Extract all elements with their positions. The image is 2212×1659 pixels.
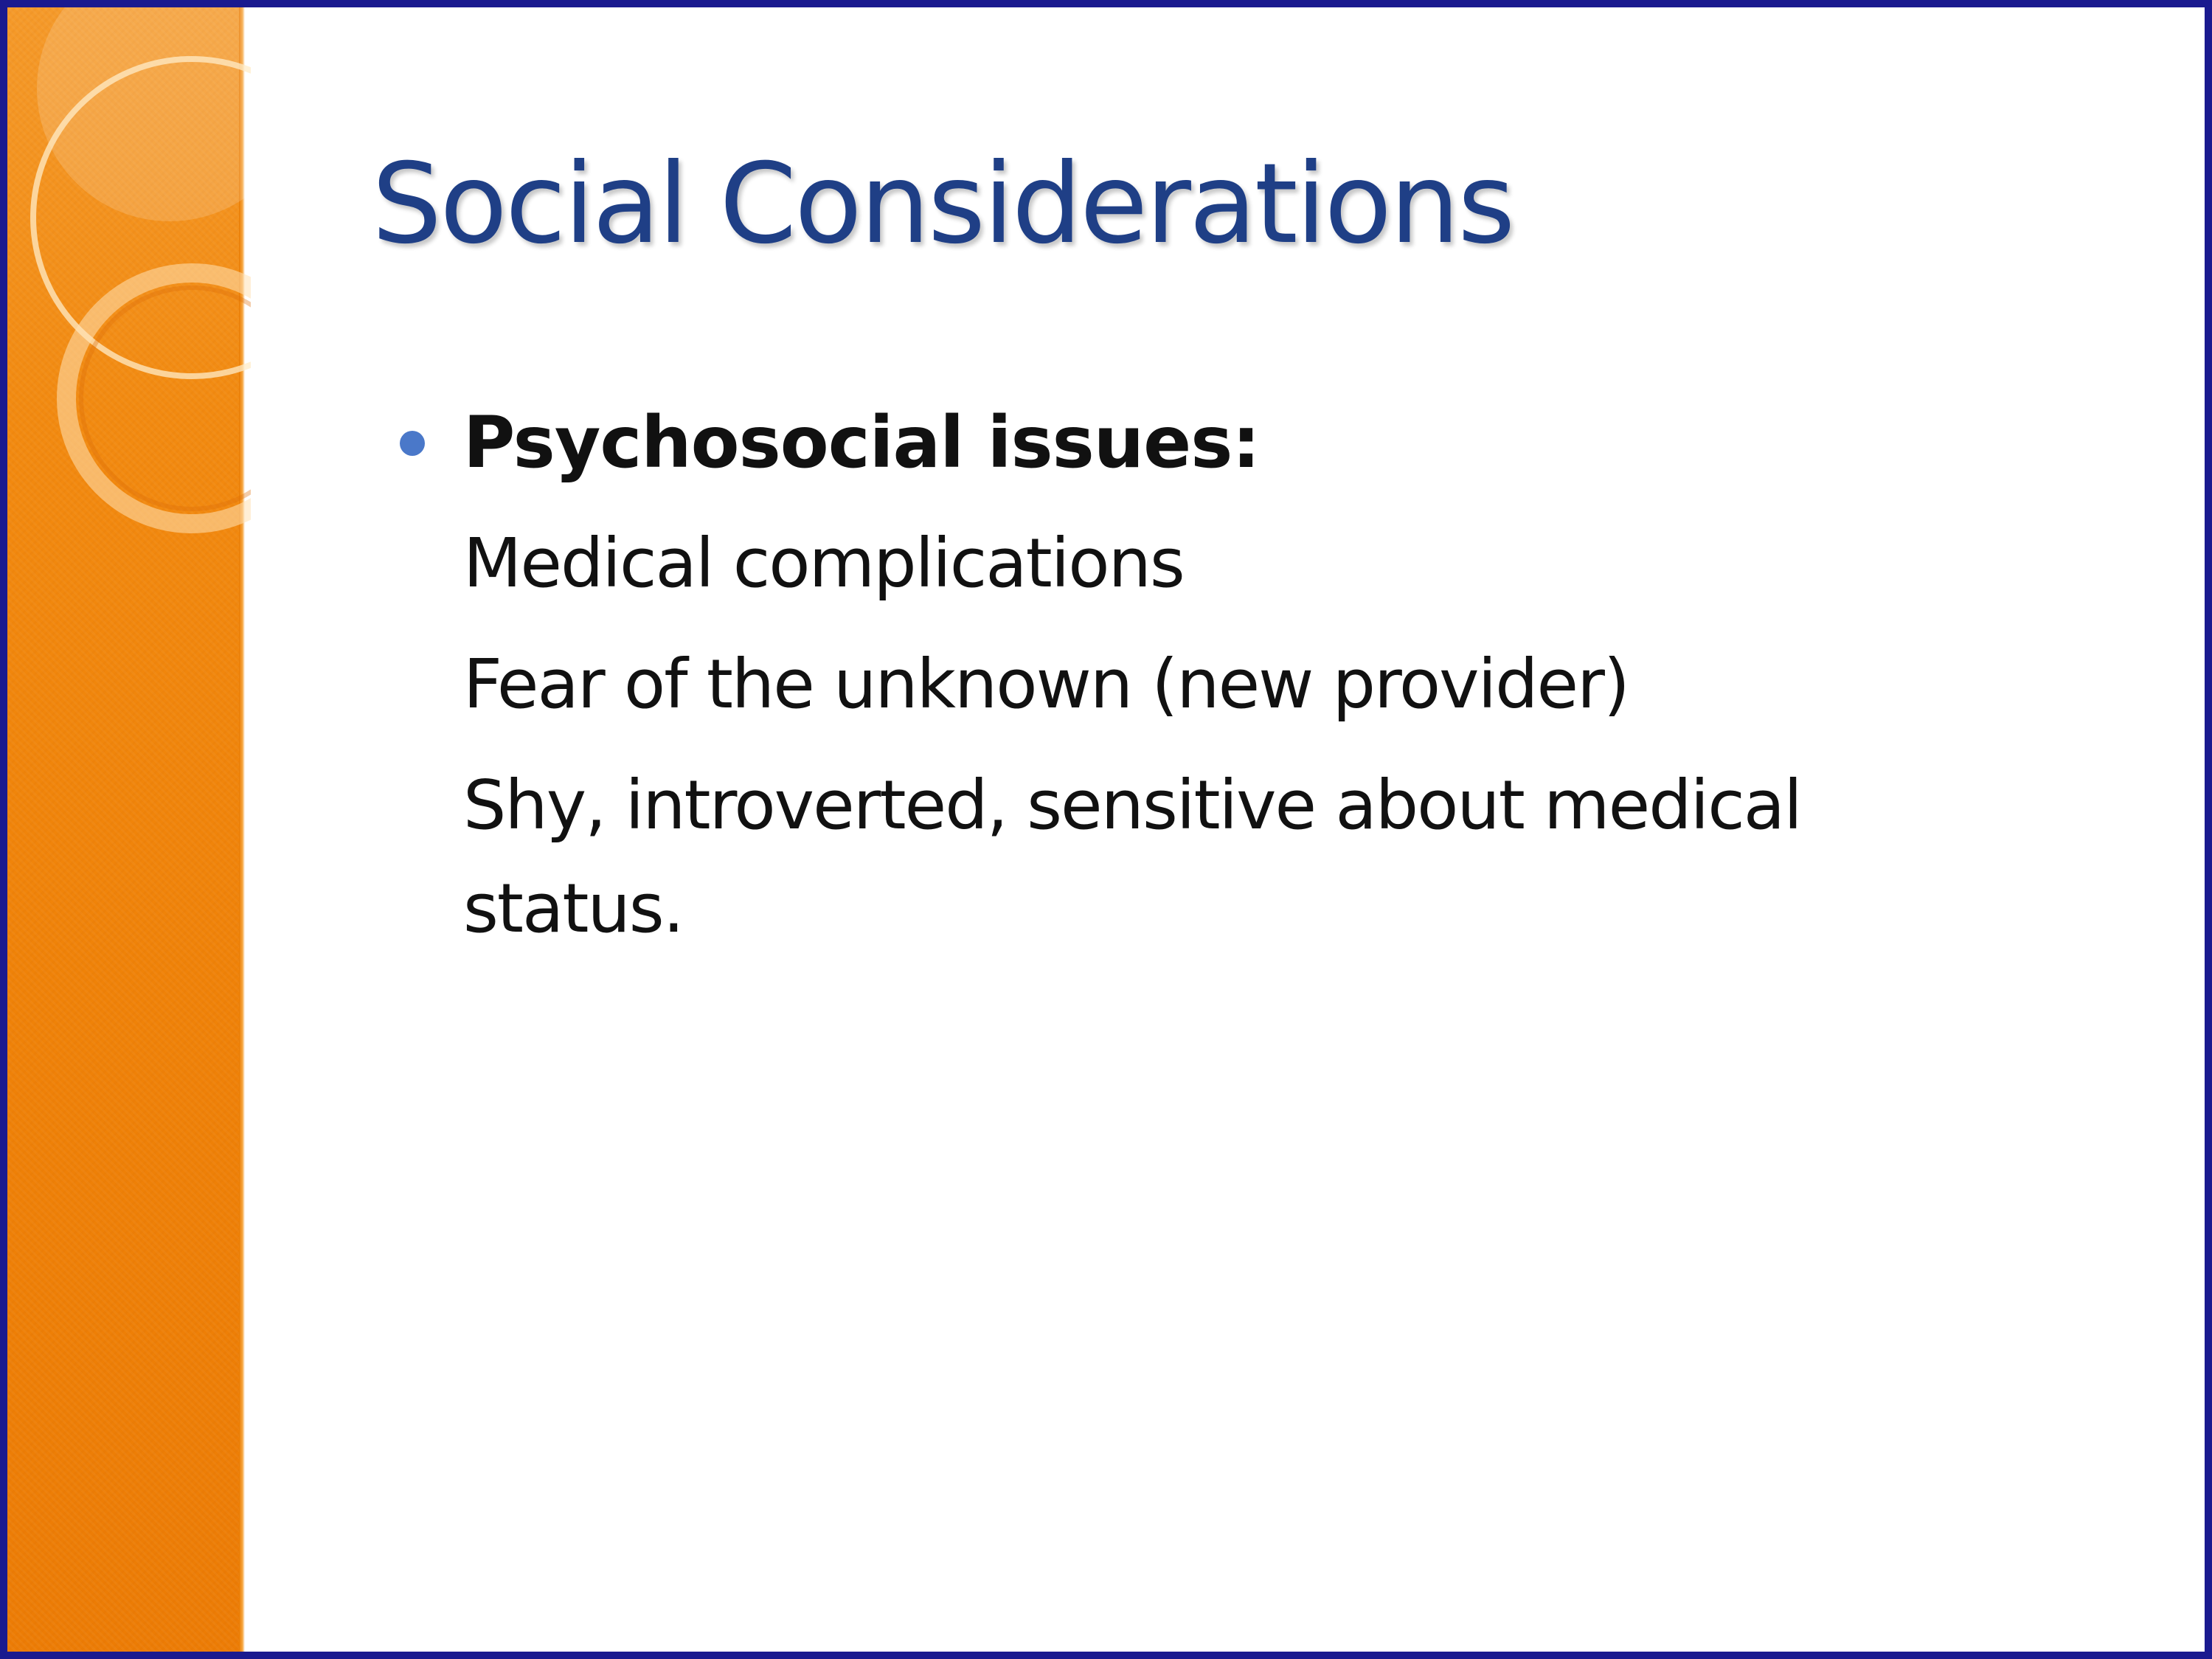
bullet-dot-icon — [400, 431, 425, 456]
side-accent-band — [7, 7, 242, 1652]
sub-line-medical: Medical complications — [463, 524, 1184, 603]
sub-line-shy: Shy, introverted, sensitive about medical status. — [463, 766, 1801, 948]
slide-title: Social Considerations — [372, 140, 1514, 269]
side-band-edge — [239, 7, 245, 1652]
slide-body — [463, 391, 1968, 960]
bullet-item — [463, 391, 1968, 494]
bullet-heading: Psychosocial issues: — [463, 401, 1260, 484]
sub-line-fear: Fear of the unknown (new provider) — [463, 645, 1629, 724]
